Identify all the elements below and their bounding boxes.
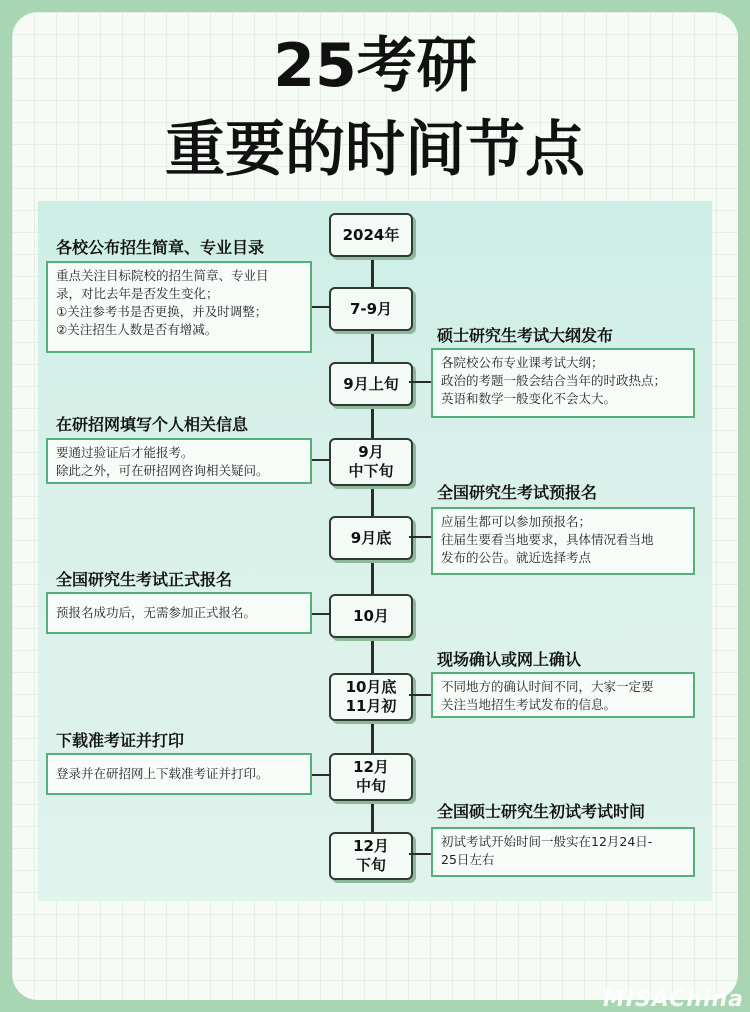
event-title-syllabus: 硕士研究生考试大纲发布: [437, 326, 614, 345]
event-line: 录，对比去年是否发生变化；: [56, 286, 219, 301]
event-line: 除此之外，可在研招网咨询相关疑问。: [56, 463, 269, 478]
timeline-node-early-sep: 9月上旬: [329, 362, 413, 406]
connector: [409, 853, 431, 855]
timeline-node-jul-sep: 7-9月: [329, 287, 413, 331]
event-line: 发布的公告。就近选择考点: [441, 550, 592, 565]
connector: [409, 381, 431, 383]
event-box-brochure: [46, 261, 312, 353]
event-box-pre-registration: [431, 507, 695, 575]
event-line: 英语和数学一般变化不会太大。: [441, 391, 617, 406]
event-line: 25日左右: [441, 852, 495, 867]
connector: [409, 694, 431, 696]
event-box-admission-ticket: [46, 753, 312, 795]
connector: [312, 306, 330, 308]
event-box-info: [46, 438, 312, 484]
event-line: 关注当地招生考试发布的信息。: [441, 697, 617, 712]
timeline-node-mid-dec: 12月 中旬: [329, 753, 413, 801]
timeline-node-2024: 2024年: [329, 213, 413, 257]
event-title-info: 在研招网填写个人相关信息: [56, 415, 249, 434]
event-line: 政治的考题一般会结合当年的时政热点；: [441, 373, 667, 388]
connector: [312, 613, 330, 615]
watermark: MISAChina: [602, 987, 744, 1012]
event-line: ②关注招生人数是否有增减。: [56, 322, 218, 337]
timeline-node-late-oct-early-nov: 10月底 11月初: [329, 673, 413, 721]
event-title-confirmation: 现场确认或网上确认: [437, 650, 582, 669]
event-line: ①关注参考书是否更换，并及时调整；: [56, 304, 268, 319]
connector: [409, 536, 431, 538]
event-box-syllabus: [431, 348, 695, 418]
event-line: 初试考试开始时间一般实在12月24日-: [441, 834, 653, 849]
connector: [312, 459, 330, 461]
event-line: 要通过验证后才能报考。: [56, 445, 194, 460]
event-box-exam-date: [431, 827, 695, 877]
event-line: 预报名成功后，无需参加正式报名。: [56, 605, 257, 620]
event-line: 重点关注目标院校的招生简章、专业目: [56, 268, 269, 283]
page-title: 25考研: [273, 31, 477, 101]
timeline-node-oct: 10月: [329, 594, 413, 638]
event-line: 应届生都可以参加预报名；: [441, 514, 592, 529]
connector: [312, 774, 330, 776]
event-line: 各院校公布专业课考试大纲；: [441, 355, 604, 370]
page-subtitle: 重要的时间节点: [165, 115, 585, 185]
timeline-node-mid-late-sep: 9月 中下旬: [329, 438, 413, 486]
event-line: 往届生要看当地要求，具体情况看当地: [441, 532, 654, 547]
event-box-registration: [46, 592, 312, 634]
event-box-confirmation: [431, 672, 695, 718]
event-title-exam-date: 全国硕士研究生初试考试时间: [437, 802, 646, 821]
timeline-node-late-dec: 12月 下旬: [329, 832, 413, 880]
event-line: 登录并在研招网上下载准考证并打印。: [56, 766, 269, 781]
event-title-brochure: 各校公布招生简章、专业目录: [56, 238, 265, 257]
event-title-registration: 全国研究生考试正式报名: [56, 570, 233, 589]
event-title-pre-registration: 全国研究生考试预报名: [437, 483, 598, 502]
event-line: 不同地方的确认时间不同，大家一定要: [441, 679, 654, 694]
timeline-node-end-sep: 9月底: [329, 516, 413, 560]
event-title-admission-ticket: 下载准考证并打印: [56, 731, 185, 750]
